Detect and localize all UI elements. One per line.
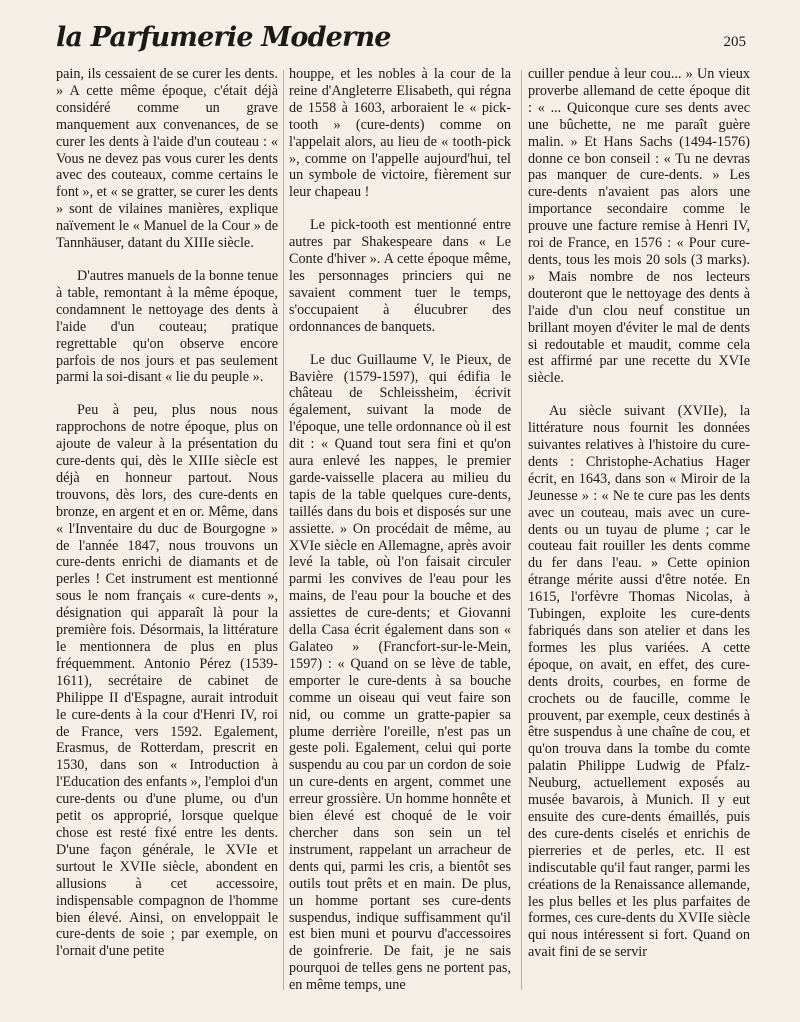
paragraph: Le pick-tooth est mentionné entre autres par Shakespeare dans « Le Conte d'hiver ». A cette époque même, les personnages princiers qui ne savaient comment tuer le temps, s'occupaient à élucubrer des ordonnances de banquets.	[289, 217, 511, 335]
paragraph: Peu à peu, plus nous nous rapprochons de notre époque, plus on ajoute de valeur à la présentation du cure-dents qui, dès le XIIIe siècle est déjà en honneur partout. Nous trouvons, dès lors, des cure-dents en bronze, en argent et en or. Même, dans « l'Inventaire du duc de Bourgogne » de l'année 1847, nous trouvons un cure-dents enrichi de diamants et de perles ! Cet instrument est mentionné sous le nom français « cure-dents », désignation qui apparaît là pour la première fois. Désormais, la littérature le mentionnera de plus en plus fréquemment. Antonio Pérez (1539-1611), secrétaire de cabinet de Philippe II d'Espagne, aurait introduit le cure-dents à la cour d'Henri IV, roi de France, vers 1592. Egalement, Erasmus, de Rotterdam, prescrit en 1530, dans son « Introduction à l'Education des enfants », l'emploi d'un cure-dents ou d'une plume, ou d'un petit os approprié, lorsque quelque chose est resté fixé entre les dents. D'une façon générale, le XVIe et surtout le XVIIe siècle, abondent en allusions à cet accessoire, indispensable compagnon de l'homme bien élevé. Ainsi, on enveloppait le cure-dents de soie ; par exemple, on l'ornait d'une petite	[56, 402, 279, 960]
column-divider	[283, 70, 284, 990]
paragraph: cuiller pendue à leur cou... » Un vieux proverbe allemand de cette époque dit : « ... Quiconque cure ses dents avec une bûchette, ne me paraît guère malin. » Et Hans Sachs (1494-1576) donne ce bon conseil : « Tu ne devras pas manquer de cure-dents. » Les cure-dents n'avaient pas alors une importance secondaire comme le prouve une facture remise à Henri IV, roi de France, en 1576 : « Pour cure-dents, tous les mois 20 sols (3 marks). » Mais nombre de nos lecteurs douteront que le nettoyage des dents à l'aide d'un clou neuf constitue un brillant moyen d'éviter le mal de dents si redoutable et maudit, comme cela est affirmé par une recette du XVIe siècle.	[528, 66, 750, 387]
column-divider	[521, 70, 522, 990]
text-column-2	[289, 66, 511, 994]
paragraph: Au siècle suivant (XVIIe), la littérature nous fournit les données suivantes relatives à l'histoire du cure-dents : Christophe-Achatius Hager écrit, en 1643, dans son « Miroir de la Jeunesse » : « Ne te cure pas les dents avec un couteau, mais avec un cure-dents ou un tuyau de plume ; car le couteau fait rouiller les dents comme du fer dans l'eau. » Cette opinion étrange mérite aussi d'être notée. En 1615, l'orfèvre Thomas Nicolas, à Tubingen, exploite les cure-dents fabriqués dans son atelier et dans les formes les plus variées. A cette époque, on avait, en effet, des cure-dents droits, courbes, en forme de crochets ou de faucille, comme le prouvent, par exemple, ceux destinés à être suspendus à une chaîne de cou, et qu'on trouva dans la tombe du comte palatin Philippe Ludwig de Pfalz-Neuburg, actuellement exposés au musée bavarois, à Munich. Il y eut ensuite des cure-dents émaillés, puis des cure-dents ciselés et enrichis de pierreries et de perles, etc. Il est indiscutable qu'il faut ranger, parmi les créations de la Renaissance allemande, les plus belles et les plus parfaites de formes, ces cure-dents du XVIIe siècle qui nous intéressent si fort. Quand on avait fini de se servir	[528, 403, 750, 961]
paragraph: pain, ils cessaient de se curer les dents. » A cette même époque, c'était déjà considéré comme un grave manquement aux convenances, de se curer les dents à l'aide d'un couteau : « Vous ne devez pas vous curer les dents avec des couteaux, comme certains le font », et « se gratter, se curer les dents » sont de vilaines manières, explique naïvement le « Manuel de la Cour » de Tannhäuser, datant du XIIIe siècle.	[56, 66, 278, 252]
paragraph: D'autres manuels de la bonne tenue à table, remontant à la même époque, condamnent le nettoyage des dents à l'aide d'un couteau; pratique regrettable qu'on observe encore parfois de nos jours et pas seulement parmi la soi-disant « lie du peuple ».	[56, 267, 278, 386]
text-column-3	[528, 66, 750, 961]
journal-title: la Parfumerie Moderne	[56, 22, 391, 53]
page-number: 205	[723, 34, 746, 50]
text-column-1	[56, 66, 278, 960]
paragraph: houppe, et les nobles à la cour de la reine d'Angleterre Elisabeth, qui régna de 1558 à 1603, arboraient le « pick-tooth » (cure-dents) comme on l'appelait alors, au lieu de « tooth-pick », comme on l'appelle aujourd'hui, tel un symbole de victoire, fièrement sur leur chapeau !	[289, 66, 511, 201]
paragraph: Le duc Guillaume V, le Pieux, de Bavière (1579-1597), qui édifia le château de Schleissheim, écrivit également, suivant la mode de l'époque, une telle ordonnance où il est dit : « Quand tout sera fini et qu'on aura enlevé les nappes, le premier garde-vaisselle placera au milieu du tapis de la table quelques cure-dents, taillés dans du bois et disposés sur une assiette. » On procédait de même, au XVIe siècle en Allemagne, après avoir levé la table, où l'on faisait circuler parmi les convives de l'eau pour les mains, de l'eau pour la bouche et des assiettes de cure-dents; et Giovanni della Casa écrit également dans son « Galateo » (Francfort-sur-le-Mein, 1597) : « Quand on se lève de table, emporter le cure-dents à sa bouche comme un oiseau qui veut faire son nid, ou comme un gratte-papier sa plume derrière l'oreille, n'est pas un geste poli. Egalement, celui qui porte suspendu au cou par un cordon de soie un cure-dents en argent, commet une erreur grossière. Un homme honnête et bien élevé est choqué de le voir chercher dans son sein un tel instrument, rappelant un arracheur de dents qui, parmi les cris, a bientôt ses outils tout prêts et en main. De plus, un homme portant ses cure-dents suspendus, indique suffisamment qu'il est bien muni et pourvu d'accessoires de goinfrerie. De fait, je ne sais pourquoi de telles gens ne portent pas, en même temps, une	[289, 351, 511, 994]
